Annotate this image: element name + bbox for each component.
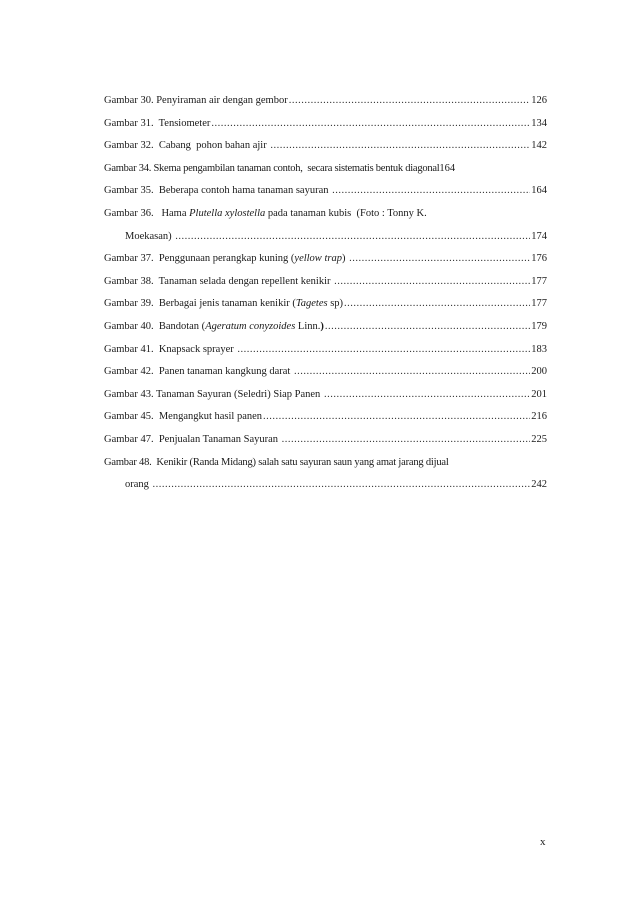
toc-entry-gambar-36-line2[interactable] <box>104 229 547 244</box>
dot-leader <box>349 251 530 266</box>
dot-leader <box>324 387 530 402</box>
toc-entry-page: 164 <box>439 162 456 174</box>
toc-entry-page: 179 <box>531 320 547 332</box>
toc-entry-gambar-47[interactable] <box>104 432 547 447</box>
toc-entry-label-pre: Gambar 36. Hama <box>104 207 190 219</box>
toc-entry-label-post: pada tanaman kubis (Foto : Tonny K. <box>265 207 427 219</box>
toc-entry-gambar-35[interactable] <box>104 183 547 198</box>
toc-entry-page: 134 <box>531 117 547 129</box>
toc-entry-gambar-48-line2[interactable] <box>104 477 547 492</box>
toc-entry-label: Gambar 31. Tensiometer <box>104 117 211 129</box>
toc-entry-label-continued: Moekasan) <box>125 230 175 242</box>
toc-entry-gambar-36-line1[interactable] <box>104 206 547 221</box>
dot-leader <box>294 364 530 379</box>
dot-leader <box>332 183 530 198</box>
toc-entry-gambar-40[interactable] <box>104 319 547 334</box>
toc-entry-label: Gambar 47. Penjualan Tanaman Sayuran <box>104 433 281 445</box>
toc-entry-label-bold: ) <box>320 320 324 332</box>
dot-leader <box>344 296 530 311</box>
toc-entry-label: Gambar 42. Panen tanaman kangkung darat <box>104 366 293 378</box>
toc-entry-label: Gambar 38. Tanaman selada dengan repellent kenikir <box>104 275 334 287</box>
toc-entry-label-post: ) <box>341 253 349 265</box>
toc-entry-page: 201 <box>531 388 547 400</box>
dot-leader <box>211 116 530 131</box>
toc-entry-page: 216 <box>531 411 547 423</box>
toc-entry-label: Gambar 45. Mengangkut hasil panen <box>104 411 263 423</box>
toc-entry-page: 242 <box>531 479 547 491</box>
toc-entry-gambar-38[interactable] <box>104 274 547 289</box>
dot-leader <box>334 274 530 289</box>
toc-entry-label <box>104 296 343 311</box>
toc-entry-label-italic: Tagetes <box>295 298 328 310</box>
toc-entry-label-post: Linn. <box>295 320 321 332</box>
dot-leader <box>175 229 530 244</box>
dot-leader <box>325 319 530 334</box>
toc-entry-label: Gambar 35. Beberapa contoh hama tanaman sayuran <box>104 185 332 197</box>
toc-entry-label: Gambar 30. Penyiraman air dengan gembor <box>104 95 288 106</box>
toc-entry-gambar-34[interactable] <box>104 161 547 176</box>
dot-leader <box>237 342 530 357</box>
toc-entry-gambar-42[interactable] <box>104 364 547 379</box>
toc-entry-label: Gambar 34. Skema pengambilan tanaman contoh, secara sistematis bentuk diagonal <box>104 162 440 174</box>
dot-leader <box>289 93 531 108</box>
toc-entry-label-pre: Gambar 37. Penggunaan perangkap kuning ( <box>104 253 295 265</box>
toc-entry-page: 176 <box>531 253 547 265</box>
toc-entry-page: 177 <box>531 275 547 287</box>
toc-entry-label-post: sp) <box>327 298 344 310</box>
toc-entry-gambar-30[interactable] <box>104 93 547 108</box>
toc-entry-page: 142 <box>531 140 547 152</box>
toc-entry-label: Gambar 48. Kenikir (Randa Midang) salah satu sayuran saun yang amat jarang dijual <box>104 456 449 468</box>
toc-entry-page: 164 <box>531 185 547 197</box>
toc-entry-page: 225 <box>531 433 547 445</box>
toc-entry-label-continued: orang <box>125 479 152 491</box>
toc-entry-gambar-41[interactable] <box>104 342 547 357</box>
toc-entry-label: Gambar 32. Cabang pohon bahan ajir <box>104 140 270 152</box>
toc-entry-label-italic: Plutella xylostella <box>189 207 266 219</box>
list-of-figures <box>104 93 547 500</box>
dot-leader <box>263 409 530 424</box>
toc-entry-label: Gambar 43. Tanaman Sayuran (Seledri) Siap Panen <box>104 388 323 400</box>
toc-entry-gambar-43[interactable] <box>104 387 547 402</box>
toc-entry-page: 183 <box>531 343 547 355</box>
toc-entry-page: 126 <box>531 95 547 106</box>
toc-entry-label-italic: Ageratum conyzoides <box>205 320 296 332</box>
toc-entry-label <box>104 251 348 266</box>
toc-entry-label-italic: yellow trap <box>294 253 342 265</box>
toc-entry-page: 174 <box>531 230 547 242</box>
toc-entry-gambar-37[interactable] <box>104 251 547 266</box>
toc-entry-gambar-45[interactable] <box>104 409 547 424</box>
page-number: x <box>540 836 546 848</box>
toc-entry-gambar-32[interactable] <box>104 138 547 153</box>
toc-entry-gambar-48-line1[interactable] <box>104 455 547 470</box>
dot-leader <box>153 477 531 492</box>
toc-entry-label-pre: Gambar 39. Berbagai jenis tanaman kenikir ( <box>104 298 296 310</box>
toc-entry-gambar-39[interactable] <box>104 296 547 311</box>
toc-entry-label-pre: Gambar 40. Bandotan ( <box>104 320 206 332</box>
toc-entry-page: 177 <box>531 298 547 310</box>
dot-leader <box>270 138 530 153</box>
toc-entry-label <box>104 319 324 334</box>
toc-entry-gambar-31[interactable] <box>104 116 547 131</box>
toc-entry-page: 200 <box>531 366 547 378</box>
dot-leader <box>282 432 531 447</box>
toc-entry-label: Gambar 41. Knapsack sprayer <box>104 343 237 355</box>
